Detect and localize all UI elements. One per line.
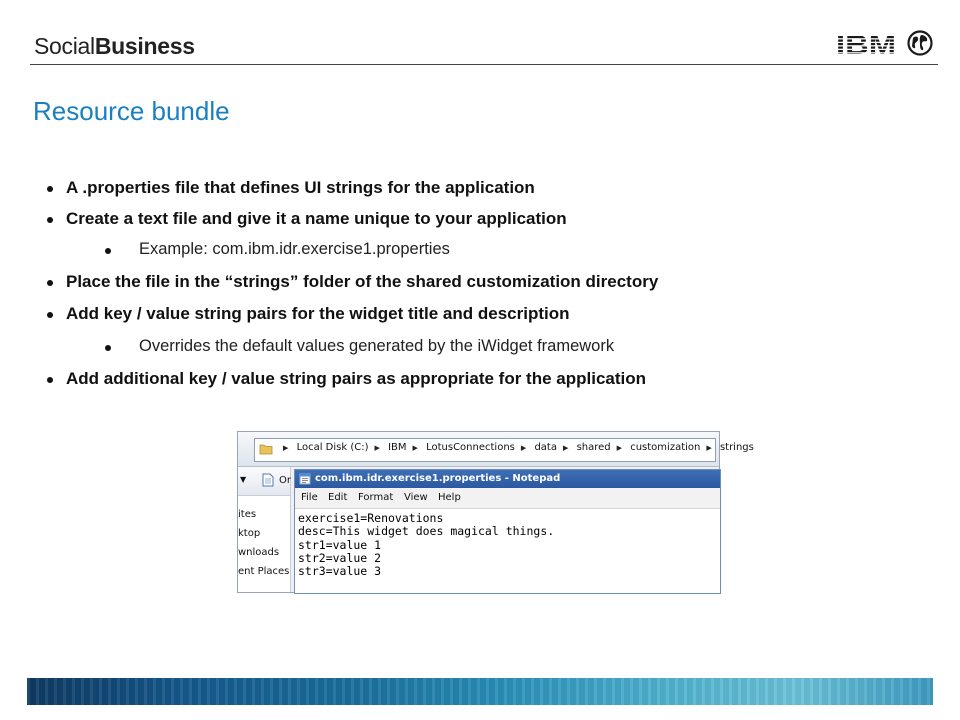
menu-format[interactable]: Format: [358, 492, 394, 503]
sub-bullet-item: [139, 240, 450, 259]
bullet-dot: [47, 312, 53, 318]
notepad-window: [294, 469, 721, 594]
folder-icon: [259, 442, 273, 456]
document-icon[interactable]: [262, 473, 274, 487]
nav-item[interactable]: ktop: [238, 528, 261, 539]
breadcrumb-item[interactable]: customization: [630, 442, 701, 453]
text-line: str1=value 1: [298, 537, 382, 552]
organize-menu[interactable]: Or: [279, 475, 291, 486]
globe-icon: [906, 29, 934, 57]
bullet-text: Add key / value string pairs for the widget title and description: [66, 304, 570, 323]
footer-banner: [27, 678, 933, 705]
chevron-right-icon[interactable]: ▶: [616, 444, 623, 452]
chevron-down-icon[interactable]: ▼: [240, 475, 247, 484]
slide-title: Resource bundle: [33, 96, 230, 126]
chevron-right-icon[interactable]: ▶: [412, 444, 418, 452]
ibm-logo-text: IBM: [836, 30, 896, 60]
bullet-item: [66, 178, 535, 198]
brand-part-business: Business: [94, 33, 195, 59]
menu-edit[interactable]: Edit: [328, 492, 348, 503]
menu-file[interactable]: File: [301, 492, 318, 503]
bullet-text: Example: com.ibm.idr.exercise1.properties: [139, 240, 450, 258]
chevron-right-icon[interactable]: ▶: [520, 444, 527, 452]
notepad-titlebar[interactable]: [295, 470, 720, 488]
menu-help[interactable]: Help: [438, 492, 461, 503]
bullet-dot: [47, 217, 53, 223]
breadcrumb-item[interactable]: data: [534, 442, 557, 453]
text-line: desc=This widget does magical things.: [298, 524, 555, 539]
bullet-text: A .properties file that defines UI strings for the application: [66, 178, 535, 197]
chevron-right-icon[interactable]: ▶: [562, 444, 569, 452]
chevron-right-icon[interactable]: ▶: [374, 444, 380, 452]
text-line: str3=value 3: [298, 564, 382, 579]
nav-item[interactable]: wnloads: [238, 547, 280, 558]
explorer-address-bar: [238, 432, 754, 467]
bullet-text: Place the file in the “strings” folder of the shared customization directory: [66, 272, 659, 291]
notepad-title: com.ibm.idr.exercise1.properties - Notepad: [315, 473, 561, 484]
nav-item[interactable]: ites: [238, 509, 257, 520]
bullet-item: [66, 209, 567, 229]
bullet-text: Overrides the default values generated by the iWidget framework: [139, 337, 615, 355]
bullet-dot: [105, 248, 111, 254]
brand-wordmark: [34, 33, 195, 60]
ibm-logo: [835, 29, 899, 60]
text-line: str2=value 2: [298, 550, 382, 565]
bullet-dot: [47, 377, 53, 383]
bullet-dot: [47, 186, 53, 192]
sub-bullet-item: [139, 337, 614, 356]
text-line: exercise1=Renovations: [298, 511, 444, 525]
notepad-icon: [299, 473, 311, 485]
chevron-right-icon[interactable]: ▶: [706, 444, 712, 452]
breadcrumb-item[interactable]: strings: [719, 442, 754, 453]
header-divider: [30, 64, 938, 65]
bullet-item: [66, 304, 569, 324]
bullet-text: Create a text file and give it a name unique to your application: [66, 209, 567, 228]
breadcrumb-item[interactable]: shared: [576, 442, 611, 453]
notepad-menubar: [295, 488, 720, 509]
embedded-screenshot: [237, 431, 754, 593]
bullet-item: [66, 369, 646, 389]
address-field[interactable]: [254, 438, 754, 462]
nav-item[interactable]: ent Places: [238, 566, 290, 577]
bullet-item: [66, 272, 658, 292]
brand-part-social: Social: [34, 33, 95, 59]
notepad-text-area[interactable]: [298, 512, 554, 578]
breadcrumb: [279, 442, 756, 453]
bullet-dot: [47, 280, 53, 286]
bullet-dot: [105, 345, 111, 351]
explorer-nav-pane: [238, 467, 291, 592]
explorer-toolbar: [238, 467, 290, 496]
menu-view[interactable]: View: [404, 492, 428, 503]
breadcrumb-item[interactable]: IBM: [388, 442, 407, 453]
breadcrumb-item[interactable]: Local Disk (C:): [296, 442, 369, 453]
chevron-right-icon[interactable]: ▶: [283, 444, 289, 452]
bullet-text: Add additional key / value string pairs as appropriate for the application: [66, 369, 647, 388]
breadcrumb-item[interactable]: LotusConnections: [426, 442, 515, 453]
